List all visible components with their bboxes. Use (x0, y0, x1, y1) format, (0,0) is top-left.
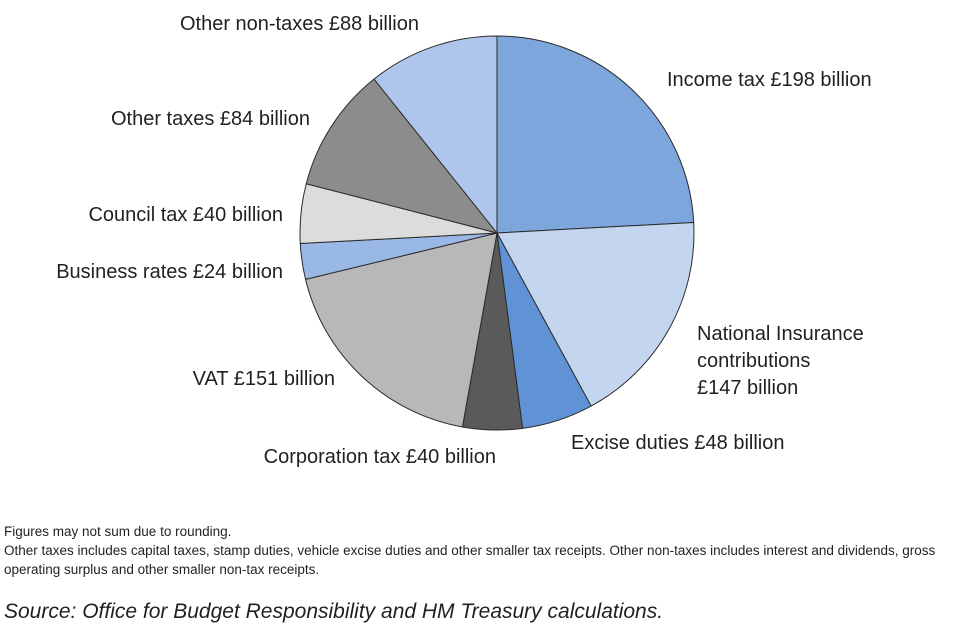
slice-label-line: Excise duties £48 billion (571, 432, 785, 454)
slice-label-4 (193, 368, 335, 390)
slice-label-line: Council tax £40 billion (88, 204, 283, 226)
slice-label-6 (88, 204, 283, 226)
slice-label-8 (180, 13, 419, 35)
slice-label-7 (111, 108, 310, 130)
slice-label-5 (56, 261, 283, 283)
slice-label-line: Income tax £198 billion (667, 69, 872, 91)
slice-label-1 (697, 323, 864, 399)
slice-label-line: Other non-taxes £88 billion (179, 13, 419, 35)
slice-label-line: VAT £151 billion (192, 368, 335, 390)
pie-slices (300, 36, 694, 430)
source-note: Source: Office for Budget Responsibility and HM Treasury calculations. (4, 600, 664, 623)
slice-label-3 (264, 446, 496, 468)
chart-notes (4, 522, 960, 579)
slice-label-line: Business rates £24 billion (56, 261, 283, 283)
slice-label-line: Corporation tax £40 billion (263, 446, 496, 468)
slice-label-line: £147 billion (697, 377, 799, 399)
slice-label-line: contributions (697, 350, 811, 372)
slice-label-line: National Insurance (697, 323, 864, 345)
slice-label-2 (571, 432, 784, 454)
pie-slice-0 (497, 36, 694, 233)
definitions-note: Other taxes includes capital taxes, stamp duties, vehicle excise duties and other smaller tax receipts. Other non-taxes includes interest and dividends, gross operating surplus and other smaller non-tax receipts. (4, 543, 936, 577)
slice-label-0 (667, 69, 872, 91)
rounding-note: Figures may not sum due to rounding. (4, 524, 232, 539)
slice-label-line: Other taxes £84 billion (110, 108, 310, 130)
